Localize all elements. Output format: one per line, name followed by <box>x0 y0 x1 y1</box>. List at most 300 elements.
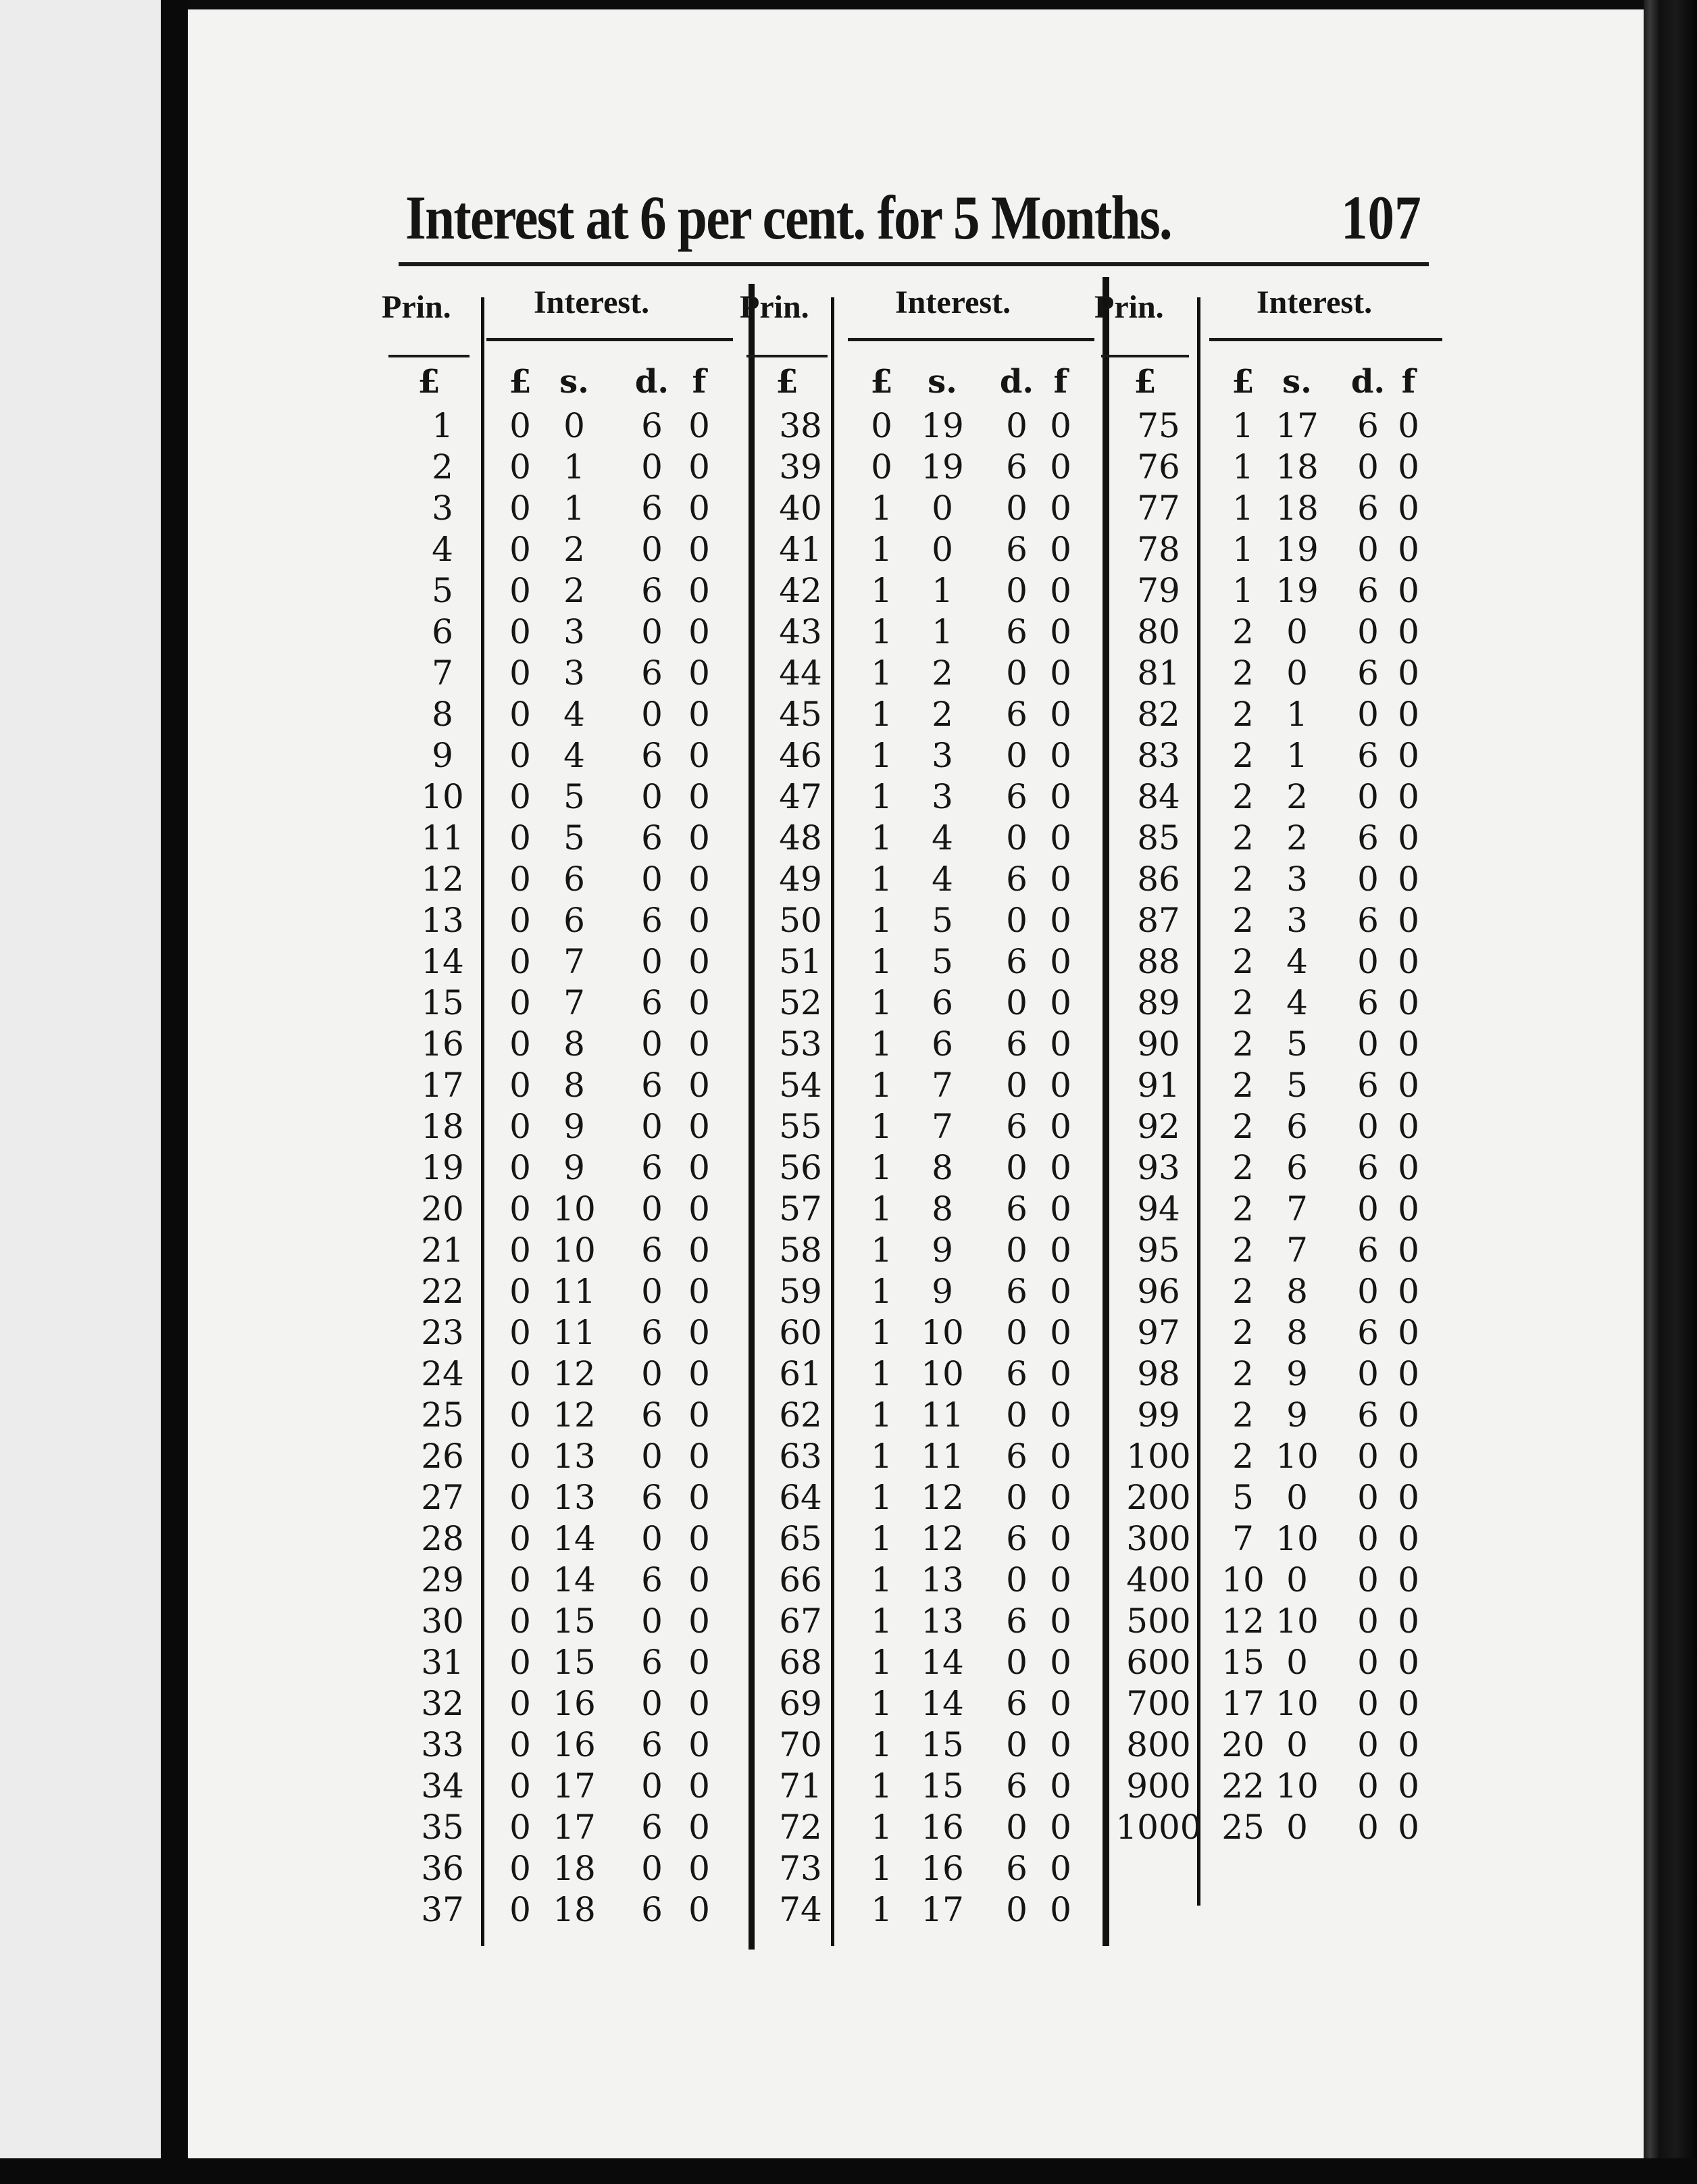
shillings-cell: 6 <box>932 1024 953 1064</box>
principal-cell: 8 <box>432 695 453 734</box>
shillings-cell: 7 <box>563 983 585 1022</box>
pounds-cell: 2 <box>1232 1313 1254 1352</box>
principal-cell: 300 <box>1126 1519 1191 1558</box>
pounds-cell: 5 <box>1232 1478 1254 1517</box>
shillings-cell: 1 <box>563 447 585 487</box>
farthings-cell: 0 <box>1050 1395 1071 1435</box>
pence-cell: 0 <box>1006 1148 1028 1187</box>
farthings-cell: 0 <box>1050 1890 1071 1929</box>
principal-cell: 97 <box>1137 1313 1180 1352</box>
shillings-cell: 8 <box>932 1148 953 1187</box>
pence-cell: 0 <box>1006 1066 1028 1105</box>
principal-cell: 86 <box>1137 860 1180 899</box>
pence-cell: 6 <box>641 406 663 445</box>
pounds-cell: 0 <box>509 1849 531 1888</box>
shillings-cell: 7 <box>563 942 585 981</box>
interest-header: Interest. <box>534 284 650 320</box>
shillings-cell: 1 <box>932 571 953 610</box>
pounds-cell: 2 <box>1232 695 1254 734</box>
unit-header-farthing: f <box>1053 363 1068 401</box>
pounds-cell: 0 <box>509 571 531 610</box>
pence-cell: 6 <box>641 1395 663 1435</box>
pounds-cell: 1 <box>871 942 892 981</box>
pence-cell: 0 <box>1006 901 1028 940</box>
shillings-cell: 6 <box>1286 1148 1308 1187</box>
principal-cell: 96 <box>1137 1272 1180 1311</box>
farthings-cell: 0 <box>1398 571 1419 610</box>
principal-cell: 69 <box>779 1684 822 1723</box>
principal-cell: 76 <box>1137 447 1180 487</box>
shillings-cell: 0 <box>932 530 953 569</box>
shillings-cell: 3 <box>932 777 953 816</box>
pence-cell: 6 <box>641 1560 663 1599</box>
unit-header-pound: £ <box>417 363 440 401</box>
principal-cell: 18 <box>421 1107 464 1146</box>
principal-cell: 40 <box>779 489 822 528</box>
farthings-cell: 0 <box>1398 1560 1419 1599</box>
farthings-cell: 0 <box>1050 653 1071 693</box>
farthings-cell: 0 <box>1398 983 1419 1022</box>
shillings-cell: 13 <box>553 1437 596 1476</box>
pounds-cell: 1 <box>871 653 892 693</box>
shillings-cell: 19 <box>1275 571 1319 610</box>
farthings-cell: 0 <box>1050 1478 1071 1517</box>
pounds-cell: 0 <box>509 447 531 487</box>
pounds-cell: 0 <box>509 901 531 940</box>
shillings-cell: 10 <box>921 1354 964 1393</box>
pence-cell: 6 <box>641 489 663 528</box>
scan-border <box>0 2158 1697 2184</box>
shillings-cell: 8 <box>1286 1313 1308 1352</box>
farthings-cell: 0 <box>1398 1602 1419 1641</box>
pence-cell: 0 <box>1006 1643 1028 1682</box>
unit-header-pound: £ <box>509 363 532 401</box>
farthings-cell: 0 <box>1050 1231 1071 1270</box>
farthings-cell: 0 <box>688 1107 710 1146</box>
pounds-cell: 2 <box>1232 860 1254 899</box>
pounds-cell: 1 <box>871 1231 892 1270</box>
shillings-cell: 7 <box>1286 1189 1308 1228</box>
pence-cell: 0 <box>641 1766 663 1806</box>
farthings-cell: 0 <box>1050 1602 1071 1641</box>
shillings-cell: 4 <box>932 818 953 858</box>
pounds-cell: 15 <box>1221 1643 1265 1682</box>
principal-cell: 61 <box>779 1354 822 1393</box>
shillings-cell: 10 <box>1275 1519 1319 1558</box>
farthings-cell: 0 <box>688 1684 710 1723</box>
farthings-cell: 0 <box>1398 1272 1419 1311</box>
pounds-cell: 1 <box>871 1725 892 1764</box>
pounds-cell: 1 <box>1232 530 1254 569</box>
principal-cell: 19 <box>421 1148 464 1187</box>
pounds-cell: 12 <box>1221 1602 1265 1641</box>
pounds-cell: 0 <box>509 1189 531 1228</box>
pounds-cell: 0 <box>871 447 892 487</box>
shillings-cell: 3 <box>563 653 585 693</box>
pounds-cell: 1 <box>871 860 892 899</box>
shillings-cell: 9 <box>563 1107 585 1146</box>
shillings-cell: 11 <box>921 1437 964 1476</box>
principal-cell: 74 <box>779 1890 822 1929</box>
pounds-cell: 1 <box>871 1643 892 1682</box>
principal-cell: 47 <box>779 777 822 816</box>
shillings-cell: 10 <box>1275 1437 1319 1476</box>
shillings-cell: 4 <box>1286 983 1308 1022</box>
pence-cell: 0 <box>641 612 663 651</box>
farthings-cell: 0 <box>688 983 710 1022</box>
principal-cell: 85 <box>1137 818 1180 858</box>
unit-header-shilling: s. <box>559 363 589 401</box>
shillings-cell: 16 <box>921 1849 964 1888</box>
farthings-cell: 0 <box>1398 1478 1419 1517</box>
principal-cell: 11 <box>421 818 464 858</box>
pence-cell: 0 <box>1006 1313 1028 1352</box>
shillings-cell: 0 <box>563 406 585 445</box>
pence-cell: 6 <box>1006 695 1028 734</box>
pence-cell: 6 <box>641 1890 663 1929</box>
principal-header: Prin. <box>740 289 809 325</box>
shillings-cell: 3 <box>563 612 585 651</box>
principal-cell: 84 <box>1137 777 1180 816</box>
farthings-cell: 0 <box>688 901 710 940</box>
principal-cell: 73 <box>779 1849 822 1888</box>
farthings-cell: 0 <box>1050 1107 1071 1146</box>
principal-cell: 56 <box>779 1148 822 1187</box>
pence-cell: 6 <box>1006 1519 1028 1558</box>
farthings-cell: 0 <box>1050 901 1071 940</box>
principal-cell: 43 <box>779 612 822 651</box>
pounds-cell: 2 <box>1232 1107 1254 1146</box>
principal-cell: 78 <box>1137 530 1180 569</box>
shillings-cell: 12 <box>553 1395 596 1435</box>
unit-header-pound: £ <box>1232 363 1255 401</box>
pence-cell: 0 <box>1357 1766 1379 1806</box>
shillings-cell: 10 <box>1275 1684 1319 1723</box>
pounds-cell: 1 <box>871 1313 892 1352</box>
shillings-cell: 6 <box>563 901 585 940</box>
principal-cell: 77 <box>1137 489 1180 528</box>
pence-cell: 6 <box>641 736 663 775</box>
farthings-cell: 0 <box>688 406 710 445</box>
principal-cell: 34 <box>421 1766 464 1806</box>
pounds-cell: 1 <box>1232 489 1254 528</box>
farthings-cell: 0 <box>688 942 710 981</box>
pounds-cell: 2 <box>1232 1066 1254 1105</box>
pounds-cell: 2 <box>1232 818 1254 858</box>
pence-cell: 0 <box>1357 777 1379 816</box>
principal-cell: 55 <box>779 1107 822 1146</box>
principal-cell: 81 <box>1137 653 1180 693</box>
pounds-cell: 1 <box>871 983 892 1022</box>
pence-cell: 6 <box>641 1643 663 1682</box>
pounds-cell: 1 <box>871 695 892 734</box>
pence-cell: 6 <box>1357 818 1379 858</box>
pence-cell: 0 <box>1006 1231 1028 1270</box>
farthings-cell: 0 <box>1050 983 1071 1022</box>
pence-cell: 6 <box>1006 1024 1028 1064</box>
pounds-cell: 1 <box>871 777 892 816</box>
principal-cell: 87 <box>1137 901 1180 940</box>
shillings-cell: 9 <box>932 1272 953 1311</box>
pence-cell: 6 <box>1006 1272 1028 1311</box>
shillings-cell: 12 <box>553 1354 596 1393</box>
shillings-cell: 6 <box>563 860 585 899</box>
principal-cell: 45 <box>779 695 822 734</box>
farthings-cell: 0 <box>1398 1437 1419 1476</box>
pounds-cell: 0 <box>509 1437 531 1476</box>
shillings-cell: 16 <box>553 1684 596 1723</box>
pounds-cell: 0 <box>509 1107 531 1146</box>
pence-cell: 6 <box>641 1808 663 1847</box>
farthings-cell: 0 <box>1398 653 1419 693</box>
pence-cell: 0 <box>641 1849 663 1888</box>
shillings-cell: 16 <box>921 1808 964 1847</box>
interest-header: Interest. <box>1257 284 1373 320</box>
shillings-cell: 2 <box>932 653 953 693</box>
principal-cell: 23 <box>421 1313 464 1352</box>
farthings-cell: 0 <box>1050 1024 1071 1064</box>
pounds-cell: 2 <box>1232 1354 1254 1393</box>
principal-cell: 91 <box>1137 1066 1180 1105</box>
pounds-cell: 1 <box>871 1602 892 1641</box>
principal-cell: 93 <box>1137 1148 1180 1187</box>
pence-cell: 0 <box>1357 1684 1379 1723</box>
pence-cell: 6 <box>641 901 663 940</box>
pounds-cell: 2 <box>1232 1189 1254 1228</box>
principal-cell: 52 <box>779 983 822 1022</box>
shillings-cell: 13 <box>921 1602 964 1641</box>
shillings-cell: 7 <box>932 1066 953 1105</box>
shillings-cell: 1 <box>563 489 585 528</box>
principal-cell: 1 <box>432 406 453 445</box>
principal-cell: 21 <box>421 1231 464 1270</box>
pence-cell: 0 <box>641 1272 663 1311</box>
farthings-cell: 0 <box>1398 1148 1419 1187</box>
farthings-cell: 0 <box>1398 1808 1419 1847</box>
principal-cell: 29 <box>421 1560 464 1599</box>
shillings-cell: 13 <box>921 1560 964 1599</box>
pence-cell: 0 <box>1357 447 1379 487</box>
pence-cell: 6 <box>1006 612 1028 651</box>
farthings-cell: 0 <box>688 1024 710 1064</box>
principal-cell: 83 <box>1137 736 1180 775</box>
farthings-cell: 0 <box>1050 1766 1071 1806</box>
pence-cell: 0 <box>641 1189 663 1228</box>
principal-cell: 27 <box>421 1478 464 1517</box>
principal-cell: 88 <box>1137 942 1180 981</box>
principal-cell: 57 <box>779 1189 822 1228</box>
pence-cell: 6 <box>1357 983 1379 1022</box>
interest-header: Interest. <box>895 284 1011 320</box>
shillings-cell: 10 <box>1275 1602 1319 1641</box>
pounds-cell: 17 <box>1221 1684 1265 1723</box>
farthings-cell: 0 <box>1050 818 1071 858</box>
principal-cell: 2 <box>432 447 453 487</box>
principal-cell: 59 <box>779 1272 822 1311</box>
shillings-cell: 5 <box>932 942 953 981</box>
principal-cell: 200 <box>1126 1478 1191 1517</box>
pounds-cell: 0 <box>509 1231 531 1270</box>
shillings-cell: 14 <box>553 1519 596 1558</box>
farthings-cell: 0 <box>688 612 710 651</box>
principal-cell: 94 <box>1137 1189 1180 1228</box>
pounds-cell: 0 <box>509 860 531 899</box>
farthings-cell: 0 <box>688 777 710 816</box>
principal-cell: 1000 <box>1115 1808 1202 1847</box>
pence-cell: 0 <box>1006 983 1028 1022</box>
pounds-cell: 1 <box>871 1189 892 1228</box>
pence-cell: 0 <box>1357 1602 1379 1641</box>
pence-cell: 6 <box>1357 489 1379 528</box>
pence-cell: 0 <box>1357 1725 1379 1764</box>
pounds-cell: 0 <box>509 1272 531 1311</box>
shillings-cell: 0 <box>1286 1808 1308 1847</box>
pence-cell: 0 <box>1357 1643 1379 1682</box>
principal-cell: 600 <box>1126 1643 1191 1682</box>
pence-cell: 6 <box>1006 447 1028 487</box>
principal-cell: 3 <box>432 489 453 528</box>
pence-cell: 0 <box>1006 818 1028 858</box>
farthings-cell: 0 <box>688 1189 710 1228</box>
pounds-cell: 0 <box>509 1148 531 1187</box>
principal-cell: 98 <box>1137 1354 1180 1393</box>
pounds-cell: 0 <box>509 777 531 816</box>
pence-cell: 6 <box>1357 1148 1379 1187</box>
shillings-cell: 7 <box>1286 1231 1308 1270</box>
shillings-cell: 13 <box>553 1478 596 1517</box>
unit-header-pound: £ <box>870 363 893 401</box>
pounds-cell: 1 <box>1232 447 1254 487</box>
pence-cell: 0 <box>1357 1437 1379 1476</box>
pence-cell: 6 <box>1357 1395 1379 1435</box>
pounds-cell: 10 <box>1221 1560 1265 1599</box>
shillings-cell: 5 <box>1286 1066 1308 1105</box>
farthings-cell: 0 <box>688 1849 710 1888</box>
farthings-cell: 0 <box>1050 1849 1071 1888</box>
pounds-cell: 2 <box>1232 653 1254 693</box>
farthings-cell: 0 <box>1050 1560 1071 1599</box>
shillings-cell: 14 <box>921 1684 964 1723</box>
farthings-cell: 0 <box>688 1890 710 1929</box>
pounds-cell: 1 <box>871 1437 892 1476</box>
farthings-cell: 0 <box>1398 860 1419 899</box>
shillings-cell: 15 <box>921 1725 964 1764</box>
farthings-cell: 0 <box>688 1766 710 1806</box>
pounds-cell: 2 <box>1232 1148 1254 1187</box>
shillings-cell: 15 <box>553 1602 596 1641</box>
pence-cell: 6 <box>1357 1313 1379 1352</box>
shillings-cell: 0 <box>1286 1725 1308 1764</box>
farthings-cell: 0 <box>1398 1313 1419 1352</box>
pence-cell: 0 <box>1357 860 1379 899</box>
farthings-cell: 0 <box>688 1725 710 1764</box>
pounds-cell: 1 <box>871 1066 892 1105</box>
pounds-cell: 1 <box>871 1519 892 1558</box>
page-title: Interest at 6 per cent. for 5 Months. <box>405 183 1171 252</box>
pounds-cell: 2 <box>1232 1395 1254 1435</box>
farthings-cell: 0 <box>1398 1231 1419 1270</box>
pounds-cell: 2 <box>1232 736 1254 775</box>
shillings-cell: 17 <box>1275 406 1319 445</box>
pence-cell: 0 <box>641 777 663 816</box>
principal-cell: 5 <box>432 571 453 610</box>
pence-cell: 0 <box>1357 612 1379 651</box>
pence-cell: 0 <box>641 1107 663 1146</box>
shillings-cell: 18 <box>553 1890 596 1929</box>
farthings-cell: 0 <box>688 1272 710 1311</box>
pence-cell: 0 <box>1357 1189 1379 1228</box>
pence-cell: 6 <box>1006 1684 1028 1723</box>
pounds-cell: 0 <box>509 1725 531 1764</box>
farthings-cell: 0 <box>1398 530 1419 569</box>
farthings-cell: 0 <box>688 1313 710 1352</box>
principal-cell: 33 <box>421 1725 464 1764</box>
farthings-cell: 0 <box>1398 777 1419 816</box>
shillings-cell: 18 <box>1275 489 1319 528</box>
pence-cell: 6 <box>641 1725 663 1764</box>
farthings-cell: 0 <box>1050 1066 1071 1105</box>
pence-cell: 0 <box>641 1437 663 1476</box>
principal-header-rule <box>388 355 470 357</box>
pounds-cell: 1 <box>871 1107 892 1146</box>
pence-cell: 0 <box>1357 1808 1379 1847</box>
pounds-cell: 0 <box>509 530 531 569</box>
pounds-cell: 0 <box>509 983 531 1022</box>
pence-cell: 0 <box>1006 1808 1028 1847</box>
pence-cell: 6 <box>641 1066 663 1105</box>
interest-header-rule <box>486 338 733 341</box>
principal-cell: 54 <box>779 1066 822 1105</box>
farthings-cell: 0 <box>1398 612 1419 651</box>
principal-cell: 70 <box>779 1725 822 1764</box>
pence-cell: 6 <box>1006 942 1028 981</box>
pence-cell: 6 <box>1006 1602 1028 1641</box>
principal-cell: 20 <box>421 1189 464 1228</box>
pounds-cell: 25 <box>1221 1808 1265 1847</box>
interest-header-rule <box>848 338 1094 341</box>
principal-cell: 35 <box>421 1808 464 1847</box>
principal-cell: 90 <box>1137 1024 1180 1064</box>
pounds-cell: 1 <box>871 1272 892 1311</box>
pence-cell: 0 <box>641 530 663 569</box>
principal-header: Prin. <box>1094 289 1164 325</box>
principal-cell: 42 <box>779 571 822 610</box>
principal-cell: 41 <box>779 530 822 569</box>
farthings-cell: 0 <box>1398 1024 1419 1064</box>
principal-cell: 100 <box>1126 1437 1191 1476</box>
farthings-cell: 0 <box>1398 695 1419 734</box>
shillings-cell: 3 <box>1286 860 1308 899</box>
shillings-cell: 8 <box>563 1024 585 1064</box>
principal-cell: 30 <box>421 1602 464 1641</box>
pence-cell: 0 <box>1357 1107 1379 1146</box>
principal-cell: 60 <box>779 1313 822 1352</box>
farthings-cell: 0 <box>688 860 710 899</box>
pounds-cell: 0 <box>871 406 892 445</box>
farthings-cell: 0 <box>688 1066 710 1105</box>
principal-cell: 51 <box>779 942 822 981</box>
page-stack-edge <box>1644 0 1697 2184</box>
shillings-cell: 9 <box>1286 1354 1308 1393</box>
farthings-cell: 0 <box>1398 1189 1419 1228</box>
farthings-cell: 0 <box>688 653 710 693</box>
principal-cell: 12 <box>421 860 464 899</box>
principal-cell: 89 <box>1137 983 1180 1022</box>
farthings-cell: 0 <box>1050 1354 1071 1393</box>
pence-cell: 0 <box>1357 1024 1379 1064</box>
shillings-cell: 12 <box>921 1519 964 1558</box>
principal-cell: 22 <box>421 1272 464 1311</box>
